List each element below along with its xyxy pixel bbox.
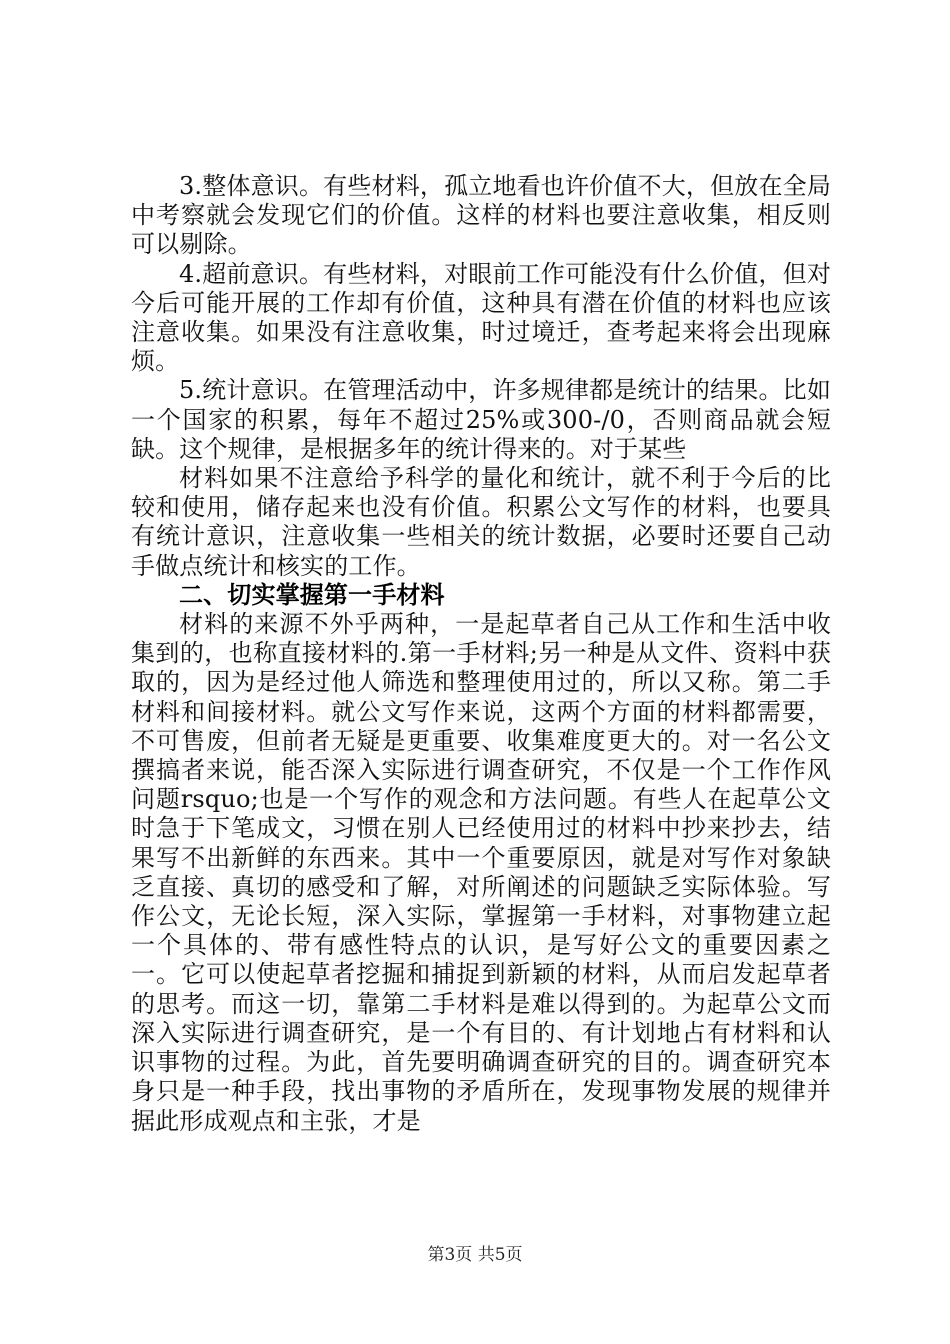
section-heading: 二、切实掌握第一手材料 xyxy=(179,580,445,609)
paragraph-overall-awareness: 3.整体意识。有些材料，孤立地看也许价值不大，但放在全局中考察就会发现它们的价值。这样的材料也要注意收集，相反则可以剔除。 xyxy=(131,172,831,259)
paragraph-statistics-continued: 材料如果不注意给予科学的量化和统计，就不利于今后的比较和使用，储存起来也没有价值。积累公文写作的材料，也要具有统计意识，注意收集一些相关的统计数据，必要时还要自己动手做点统计和核实的工作。 xyxy=(131,464,831,580)
page-number-footer: 第3页 共5页 xyxy=(427,1245,523,1265)
document-body xyxy=(131,172,831,1136)
paragraph-statistics-awareness: 5.统计意识。在管理活动中，许多规律都是统计的结果。比如一个国家的积累，每年不超过25%或300-/0，否则商品就会短缺。这个规律，是根据多年的统计得来的。对于某些 xyxy=(131,376,831,463)
paragraph-forward-awareness: 4.超前意识。有些材料，对眼前工作可能没有什么价值，但对今后可能开展的工作却有价值，这种具有潜在价值的材料也应该注意收集。如果没有注意收集，时过境迁，查考起来将会出现麻烦。 xyxy=(131,259,831,376)
paragraph-first-hand-material: 材料的来源不外乎两种，一是起草者自己从工作和生活中收集到的，也称直接材料的.第一手材料;另一种是从文件、资料中获取的，因为是经过他人筛选和整理使用过的，所以又称。第二手材料和间接材料。就公文写作来说，这两个方面的材料都需要，不可售废，但前者无疑是更重要、收集难度更大的。对一名公文撰搞者来说，能否深入实际进行调查研究，不仅是一个工作作风问题rsquo;也是一个写作的观念和方法问题。有些人在起草公文时急于下笔成文，习惯在别人已经使用过的材料中抄来抄去，结果写不出新鲜的东西来。其中一个重要原因，就是对写作对象缺乏直接、真切的感受和了解，对所阐述的问题缺乏实际体验。写作公文，无论长短，深入实际，掌握第一手材料，对事物建立起一个具体的、带有感性特点的认识，是写好公文的重要因素之一。它可以使起草者挖掘和捕捉到新颖的材料，从而启发起草者的思考。而这一切，靠第二手材料是难以得到的。为起草公文而深入实际进行调查研究，是一个有目的、有计划地占有材料和认识事物的过程。为此，首先要明确调查研究的目的。调查研究本身只是一种手段，找出事物的矛盾所在，发现事物发展的规律并据此形成观点和主张，才是 xyxy=(131,610,831,1135)
